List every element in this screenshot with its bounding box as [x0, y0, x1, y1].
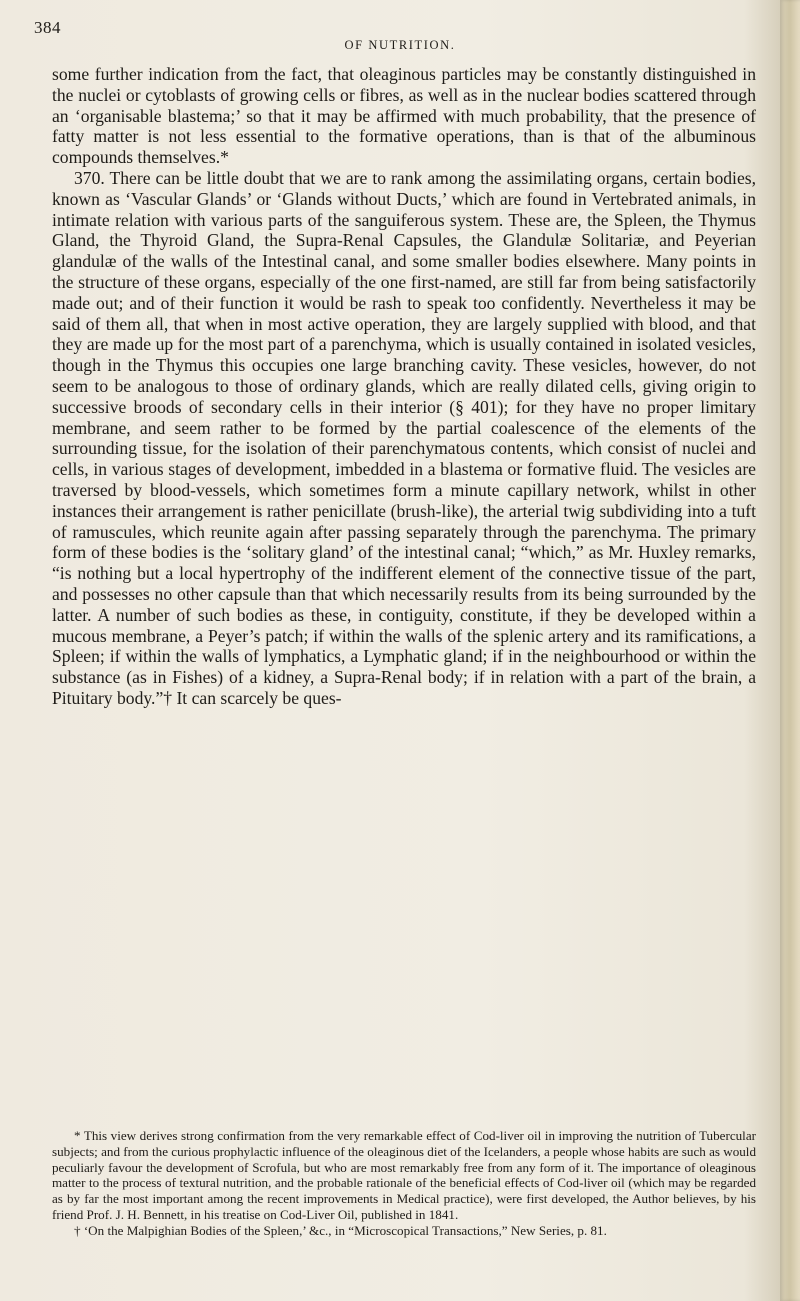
- paragraph-continued: some further indication from the fact, that oleaginous particles may be constantly distinguished in the nuclei or cytoblasts of growing cells or fibres, as well as in the nuclear bodies scattered through an ‘organisable blastema;’ so that it may be affirmed with much probability, that the presence of fatty matter is not less essential to the formative operations, than is that of the albuminous compounds themselves.*: [52, 64, 756, 168]
- body-text: [52, 64, 756, 709]
- footnotes: [52, 1128, 756, 1239]
- page-edge: [780, 0, 800, 1301]
- paragraph-370: 370. There can be little doubt that we are to rank among the assimilating organs, certain bodies, known as ‘Vascular Glands’ or ‘Glands without Ducts,’ which are found in Vertebrated animals, in intimate relation with various parts of the sanguiferous system. These are, the Spleen, the Thymus Gland, the Thyroid Gland, the Supra-Renal Capsules, the Glandulæ Solitariæ, and Peyerian glandulæ of the walls of the Intestinal canal, and some smaller bodies elsewhere. Many points in the structure of these organs, especially of the one first-named, are still far from being satisfactorily made out; and of their function it would be rash to speak too confidently. Nevertheless it may be said of them all, that when in most active operation, they are largely supplied with blood, and that they are made up for the most part of a parenchyma, which is usually contained in isolated vesicles, though in the Thymus this occupies one large branching cavity. These vesicles, however, do not seem to be analogous to those of ordinary glands, which are really dilated cells, giving origin to successive broods of secondary cells in their interior (§ 401); for they have no proper limitary membrane, and seem rather to be formed by the partial coalescence of the elements of the surrounding tissue, for the isolation of their parenchymatous contents, which consist of nuclei and cells, in various stages of development, imbedded in a blastema or formative fluid. The vesicles are traversed by blood-vessels, which sometimes form a minute capillary network, whilst in other instances their arrangement is rather penicillate (brush-like), the arterial twig subdividing into a tuft of ramuscules, which reunite again after passing separately through the parenchyma. The primary form of these bodies is the ‘solitary gland’ of the intestinal canal; “which,” as Mr. Huxley remarks, “is nothing but a local hypertrophy of the indifferent element of the connective tissue of the part, and possesses no other capsule than that which necessarily results from its being surrounded by the latter. A number of such bodies as these, in contiguity, constitute, if they be developed within a mucous membrane, a Peyer’s patch; if within the walls of the splenic artery and its ramifications, a Spleen; if within the walls of lymphatics, a Lymphatic gland; if in the neighbourhood or within the substance (as in Fishes) of a kidney, a Supra-Renal body; if in relation with a part of the brain, a Pituitary body.”† It can scarcely be ques-: [52, 167, 756, 708]
- footnote-asterisk: * This view derives strong confirmation from the very remarkable effect of Cod-liver oil in improving the nutrition of Tubercular subjects; and from the curious prophylactic influence of the oleaginous diet of the Icelanders, a people whose habits are such as would peculiarly favour the development of Scrofula, but who are most remarkably free from any form of it. The importance of oleaginous matter to the process of textural nutrition, and the probable rationale of the beneficial effects of Cod-liver oil (which may be regarded as by far the most important among the recent improvements in Medical practice), were first developed, the Author believes, by his friend Prof. J. H. Bennett, in his treatise on Cod-Liver Oil, published in 1841.: [52, 1128, 756, 1222]
- page-number: 384: [34, 18, 61, 37]
- footnote-dagger: † ‘On the Malpighian Bodies of the Spleen,’ &c., in “Microscopical Transactions,” New Series, p. 81.: [74, 1222, 607, 1238]
- running-head: OF NUTRITION.: [344, 38, 456, 52]
